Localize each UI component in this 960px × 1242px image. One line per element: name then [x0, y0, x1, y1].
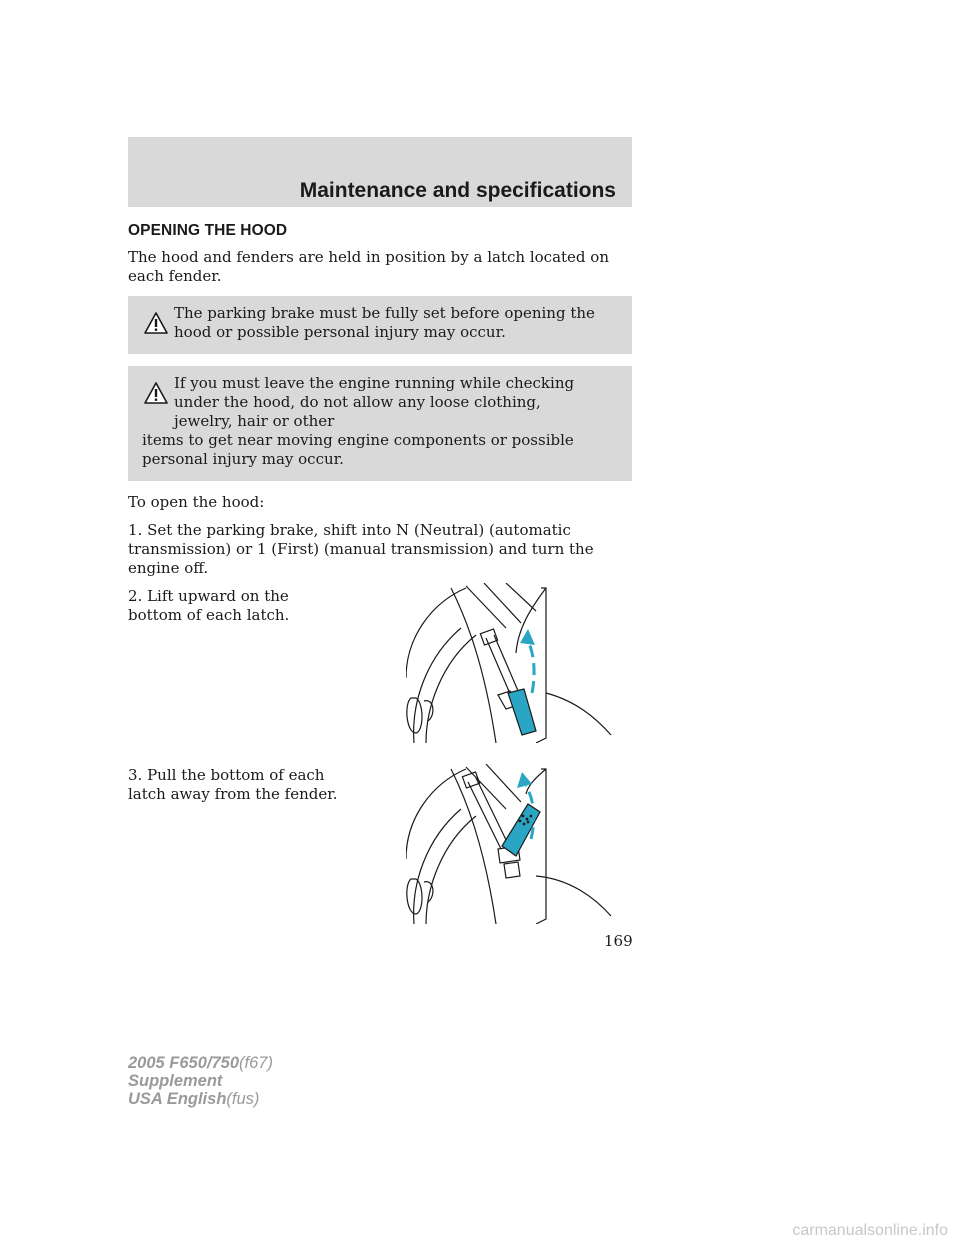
step-3: 3. Pull the bottom of each latch away from the fender. [128, 766, 338, 803]
footer-model: 2005 F650/750 [128, 1054, 240, 1072]
latch-lift-illustration [406, 583, 616, 743]
warning-box-engine-running [128, 366, 632, 481]
warning-text-first: If you must leave the engine running while checking under the hood, do not allow any loose clothing, jewelry, hair or other [174, 374, 575, 430]
warning-text-rest: items to get near moving engine components or possible personal injury may occur. [142, 431, 574, 468]
chapter-title: Maintenance and specifications [299, 179, 616, 202]
warning-triangle-icon [144, 382, 168, 404]
footer-doc-type: Supplement [128, 1072, 223, 1090]
footer-language-code: (fus) [226, 1090, 260, 1108]
warning-text: The parking brake must be fully set before opening the hood or possible personal injury may occur. [174, 304, 595, 341]
watermark: carmanualsonline.info [792, 1222, 948, 1239]
footer-model-line [128, 1054, 273, 1072]
header-band [128, 137, 632, 207]
warning-box-parking-brake [128, 296, 632, 354]
step-2-block [128, 587, 632, 752]
step-3-block [128, 766, 632, 931]
latch-pull-illustration [406, 764, 616, 924]
footer-doc-type-line [128, 1072, 273, 1090]
step-1: 1. Set the parking brake, shift into N (Neutral) (automatic transmission) or 1 (First) (manual transmission) and turn the engine off. [128, 521, 594, 577]
section-title: OPENING THE HOOD [128, 222, 288, 239]
footer-model-code: (f67) [239, 1054, 273, 1072]
page-content [128, 212, 632, 931]
intro-paragraph: The hood and fenders are held in position by a latch located on each fender. [128, 248, 609, 285]
warning-triangle-icon [144, 312, 168, 334]
page-number: 169 [604, 932, 633, 950]
footer-language: USA English [128, 1090, 227, 1108]
document-footer [128, 1054, 273, 1108]
steps-intro: To open the hood: [128, 493, 265, 511]
footer-language-line [128, 1090, 273, 1108]
step-2: 2. Lift upward on the bottom of each latch. [128, 587, 290, 624]
